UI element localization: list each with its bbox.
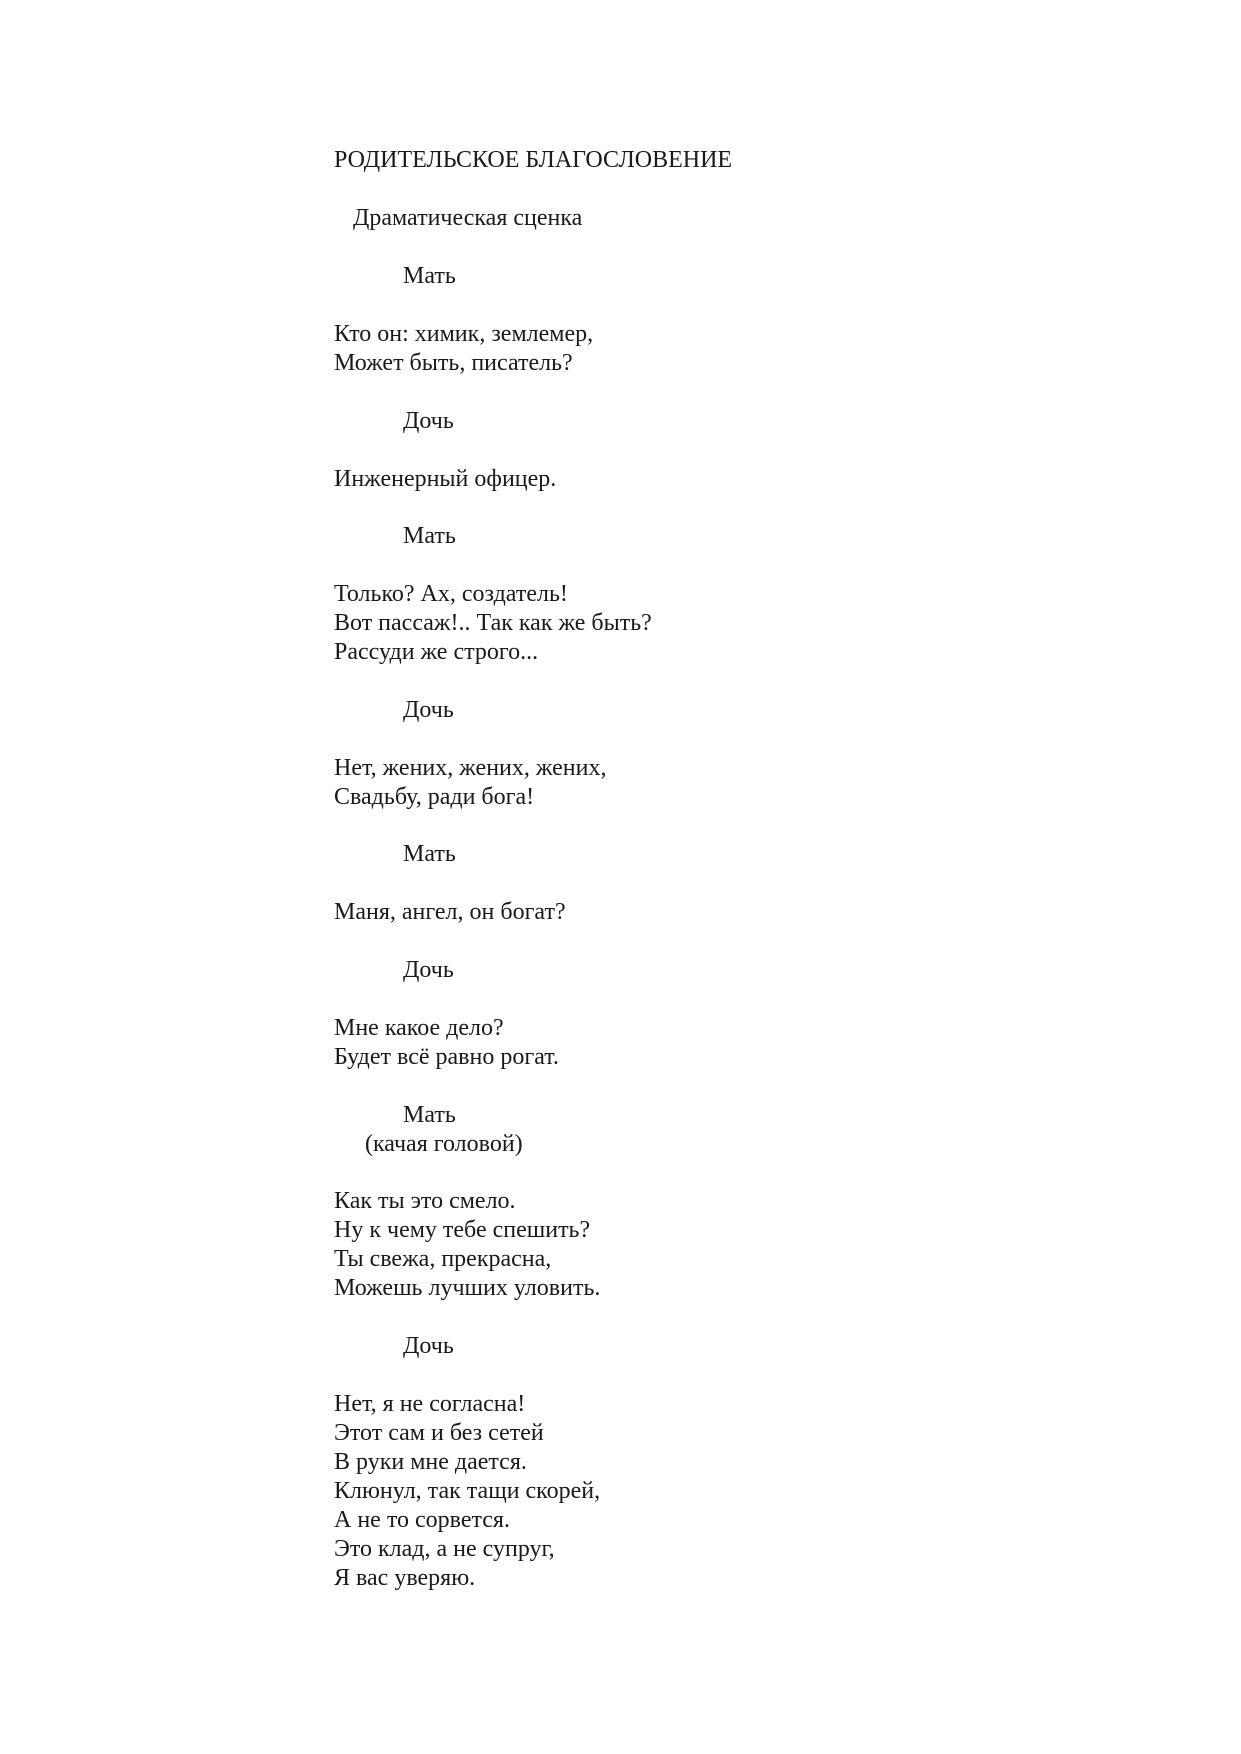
speaker-name: Дочь (403, 697, 454, 723)
verse-line: В руки мне дается. (334, 1449, 527, 1475)
verse-line: Нет, я не согласна! (334, 1391, 526, 1417)
speaker-name: Дочь (403, 408, 454, 434)
speaker-name: Мать (403, 263, 456, 289)
verse-line: Мне какое дело? (334, 1015, 504, 1041)
verse-line: Это клад, а не супруг, (334, 1536, 555, 1562)
verse-line: Можешь лучших уловить. (334, 1275, 601, 1301)
verse-line: Этот сам и без сетей (334, 1420, 544, 1446)
verse-line: Свадьбу, ради бога! (334, 784, 535, 810)
document-title: РОДИТЕЛЬСКОЕ БЛАГОСЛОВЕНИЕ (334, 147, 733, 173)
verse-line: Ты свежа, прекрасна, (334, 1246, 552, 1272)
verse-line: Инженерный офицер. (334, 466, 557, 492)
stage-direction: (качая головой) (365, 1131, 523, 1157)
verse-line: Кто он: химик, землемер, (334, 321, 594, 347)
verse-line: Может быть, писатель? (334, 350, 573, 376)
verse-line: Ну к чему тебе спешить? (334, 1217, 591, 1243)
speaker-name: Мать (403, 841, 456, 867)
verse-line: Только? Ах, создатель! (334, 581, 568, 607)
verse-line: Рассуди же строго... (334, 639, 539, 665)
verse-line: Нет, жених, жених, жених, (334, 755, 607, 781)
verse-line: Как ты это смело. (334, 1188, 516, 1214)
verse-line: Маня, ангел, он богат? (334, 899, 566, 925)
verse-line: Вот пассаж!.. Так как же быть? (334, 610, 652, 636)
speaker-name: Мать (403, 523, 456, 549)
verse-line: Клюнул, так тащи скорей, (334, 1478, 601, 1504)
verse-line: Я вас уверяю. (334, 1565, 476, 1591)
speaker-name: Дочь (403, 957, 454, 983)
verse-line: А не то сорвется. (334, 1507, 510, 1533)
document-subtitle: Драматическая сценка (353, 205, 583, 231)
speaker-name: Мать (403, 1102, 456, 1128)
speaker-name: Дочь (403, 1333, 454, 1359)
verse-line: Будет всё равно рогат. (334, 1044, 559, 1070)
